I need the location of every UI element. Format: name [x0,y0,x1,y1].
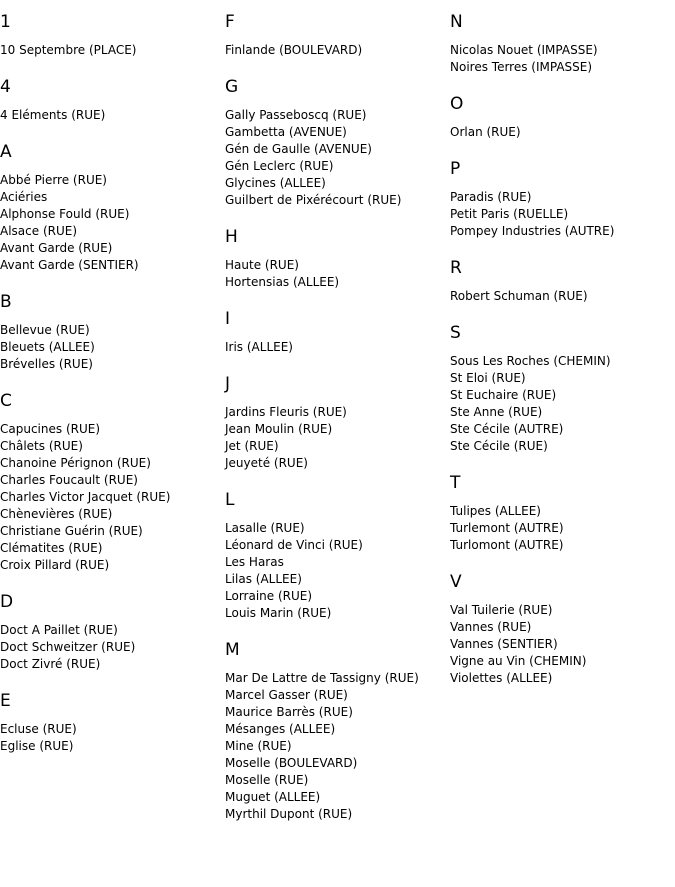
street-item: Ste Anne (RUE) [450,405,543,419]
street-item: Tulipes (ALLEE) [450,504,541,518]
street-item: Mine (RUE) [225,739,292,753]
letter-section [450,572,672,687]
letter-section [450,94,672,141]
section-heading: 1 [0,12,11,32]
street-item: Finlande (BOULEVARD) [225,43,363,57]
section-heading: C [0,391,12,411]
section-heading: V [450,572,462,592]
street-item: Turlemont (AUTRE) [450,521,564,535]
street-item: Vannes (RUE) [450,620,532,634]
letter-section [450,12,672,76]
section-heading: G [225,77,239,97]
letter-section [0,142,222,274]
street-item: Sous Les Roches (CHEMIN) [450,354,611,368]
street-item: Brévelles (RUE) [0,357,93,371]
street-item: Ste Cécile (AUTRE) [450,422,564,436]
street-item: Val Tuilerie (RUE) [450,603,553,617]
street-item: Jean Moulin (RUE) [225,422,333,436]
street-item: Vannes (SENTIER) [450,637,558,651]
section-heading: R [450,258,462,278]
letter-section [225,309,447,356]
street-item: Chanoine Pérignon (RUE) [0,456,151,470]
letter-section [0,592,222,673]
letter-section [225,77,447,209]
letter-section [0,691,222,755]
street-item: Nicolas Nouet (IMPASSE) [450,43,598,57]
section-heading: M [225,640,240,660]
street-item: Gén Leclerc (RUE) [225,159,334,173]
street-item: St Eloi (RUE) [450,371,526,385]
street-item: Bleuets (ALLEE) [0,340,95,354]
street-item: Jardins Fleuris (RUE) [225,405,347,419]
index-column [450,12,672,687]
letter-section [0,292,222,373]
street-item: Bellevue (RUE) [0,323,90,337]
street-item: Abbé Pierre (RUE) [0,173,107,187]
street-item: Turlomont (AUTRE) [450,538,564,552]
street-item: Les Haras [225,555,284,569]
street-item: Moselle (RUE) [225,773,309,787]
letter-section [450,323,672,455]
street-item: Aciéries [0,190,48,204]
street-item: Christiane Guérin (RUE) [0,524,143,538]
street-item: Jeuyeté (RUE) [225,456,308,470]
letter-section [225,640,447,823]
street-item: Guilbert de Pixérécourt (RUE) [225,193,402,207]
street-item: Châlets (RUE) [0,439,83,453]
street-item: Vigne au Vin (CHEMIN) [450,654,587,668]
section-heading: D [0,592,14,612]
street-item: Paradis (RUE) [450,190,532,204]
section-heading: S [450,323,461,343]
street-item: Doct Schweitzer (RUE) [0,640,136,654]
street-item: Maurice Barrès (RUE) [225,705,353,719]
street-item: Mar De Lattre de Tassigny (RUE) [225,671,419,685]
street-item: Orlan (RUE) [450,125,521,139]
street-item: Jet (RUE) [225,439,279,453]
section-heading: 4 [0,77,11,97]
section-heading: T [450,473,461,493]
street-item: Lilas (ALLEE) [225,572,302,586]
section-heading: L [225,490,235,510]
street-item: Haute (RUE) [225,258,299,272]
street-item: Lorraine (RUE) [225,589,313,603]
street-item: Violettes (ALLEE) [450,671,553,685]
street-item: Alsace (RUE) [0,224,78,238]
street-item: Petit Paris (RUELLE) [450,207,569,221]
section-heading: J [225,374,231,394]
street-item: Charles Victor Jacquet (RUE) [0,490,171,504]
letter-section [225,12,447,59]
letter-section [450,473,672,554]
section-heading: F [225,12,235,32]
street-item: Marcel Gasser (RUE) [225,688,348,702]
letter-section [0,391,222,574]
street-item: Chènevières (RUE) [0,507,113,521]
street-item: Gén de Gaulle (AVENUE) [225,142,372,156]
street-item: Doct Zivré (RUE) [0,657,101,671]
street-item: Avant Garde (SENTIER) [0,258,139,272]
street-item: Pompey Industries (AUTRE) [450,224,615,238]
street-item: Gambetta (AVENUE) [225,125,347,139]
street-item: Glycines (ALLEE) [225,176,326,190]
street-item: Eglise (RUE) [0,739,74,753]
street-item: Robert Schuman (RUE) [450,289,588,303]
letter-section [0,12,222,59]
street-item: Louis Marin (RUE) [225,606,332,620]
street-item: Myrthil Dupont (RUE) [225,807,353,821]
street-item: Mésanges (ALLEE) [225,722,336,736]
street-item: Iris (ALLEE) [225,340,293,354]
street-item: Charles Foucault (RUE) [0,473,138,487]
section-heading: A [0,142,12,162]
section-heading: H [225,227,238,247]
letter-section [225,374,447,472]
street-item: Lasalle (RUE) [225,521,305,535]
street-item: Avant Garde (RUE) [0,241,113,255]
street-item: St Euchaire (RUE) [450,388,557,402]
street-item: Muguet (ALLEE) [225,790,321,804]
letter-section [0,77,222,124]
letter-section [450,258,672,305]
letter-section [225,227,447,291]
street-item: Ecluse (RUE) [0,722,77,736]
index-column [0,12,222,755]
section-heading: E [0,691,11,711]
index-column [225,12,447,823]
street-item: Clématites (RUE) [0,541,103,555]
section-heading: P [450,159,461,179]
street-item: Gally Passeboscq (RUE) [225,108,367,122]
section-heading: B [0,292,12,312]
street-item: Ste Cécile (RUE) [450,439,548,453]
street-item: Noires Terres (IMPASSE) [450,60,593,74]
street-item: Doct A Paillet (RUE) [0,623,118,637]
street-item: Alphonse Fould (RUE) [0,207,130,221]
letter-section [450,159,672,240]
street-item: Capucines (RUE) [0,422,101,436]
street-item: Moselle (BOULEVARD) [225,756,358,770]
street-item: Léonard de Vinci (RUE) [225,538,363,552]
section-heading: I [225,309,231,329]
street-item: 10 Septembre (PLACE) [0,43,137,57]
street-item: Croix Pillard (RUE) [0,558,110,572]
section-heading: N [450,12,463,32]
street-item: 4 Eléments (RUE) [0,108,106,122]
section-heading: O [450,94,464,114]
letter-section [225,490,447,622]
street-item: Hortensias (ALLEE) [225,275,340,289]
